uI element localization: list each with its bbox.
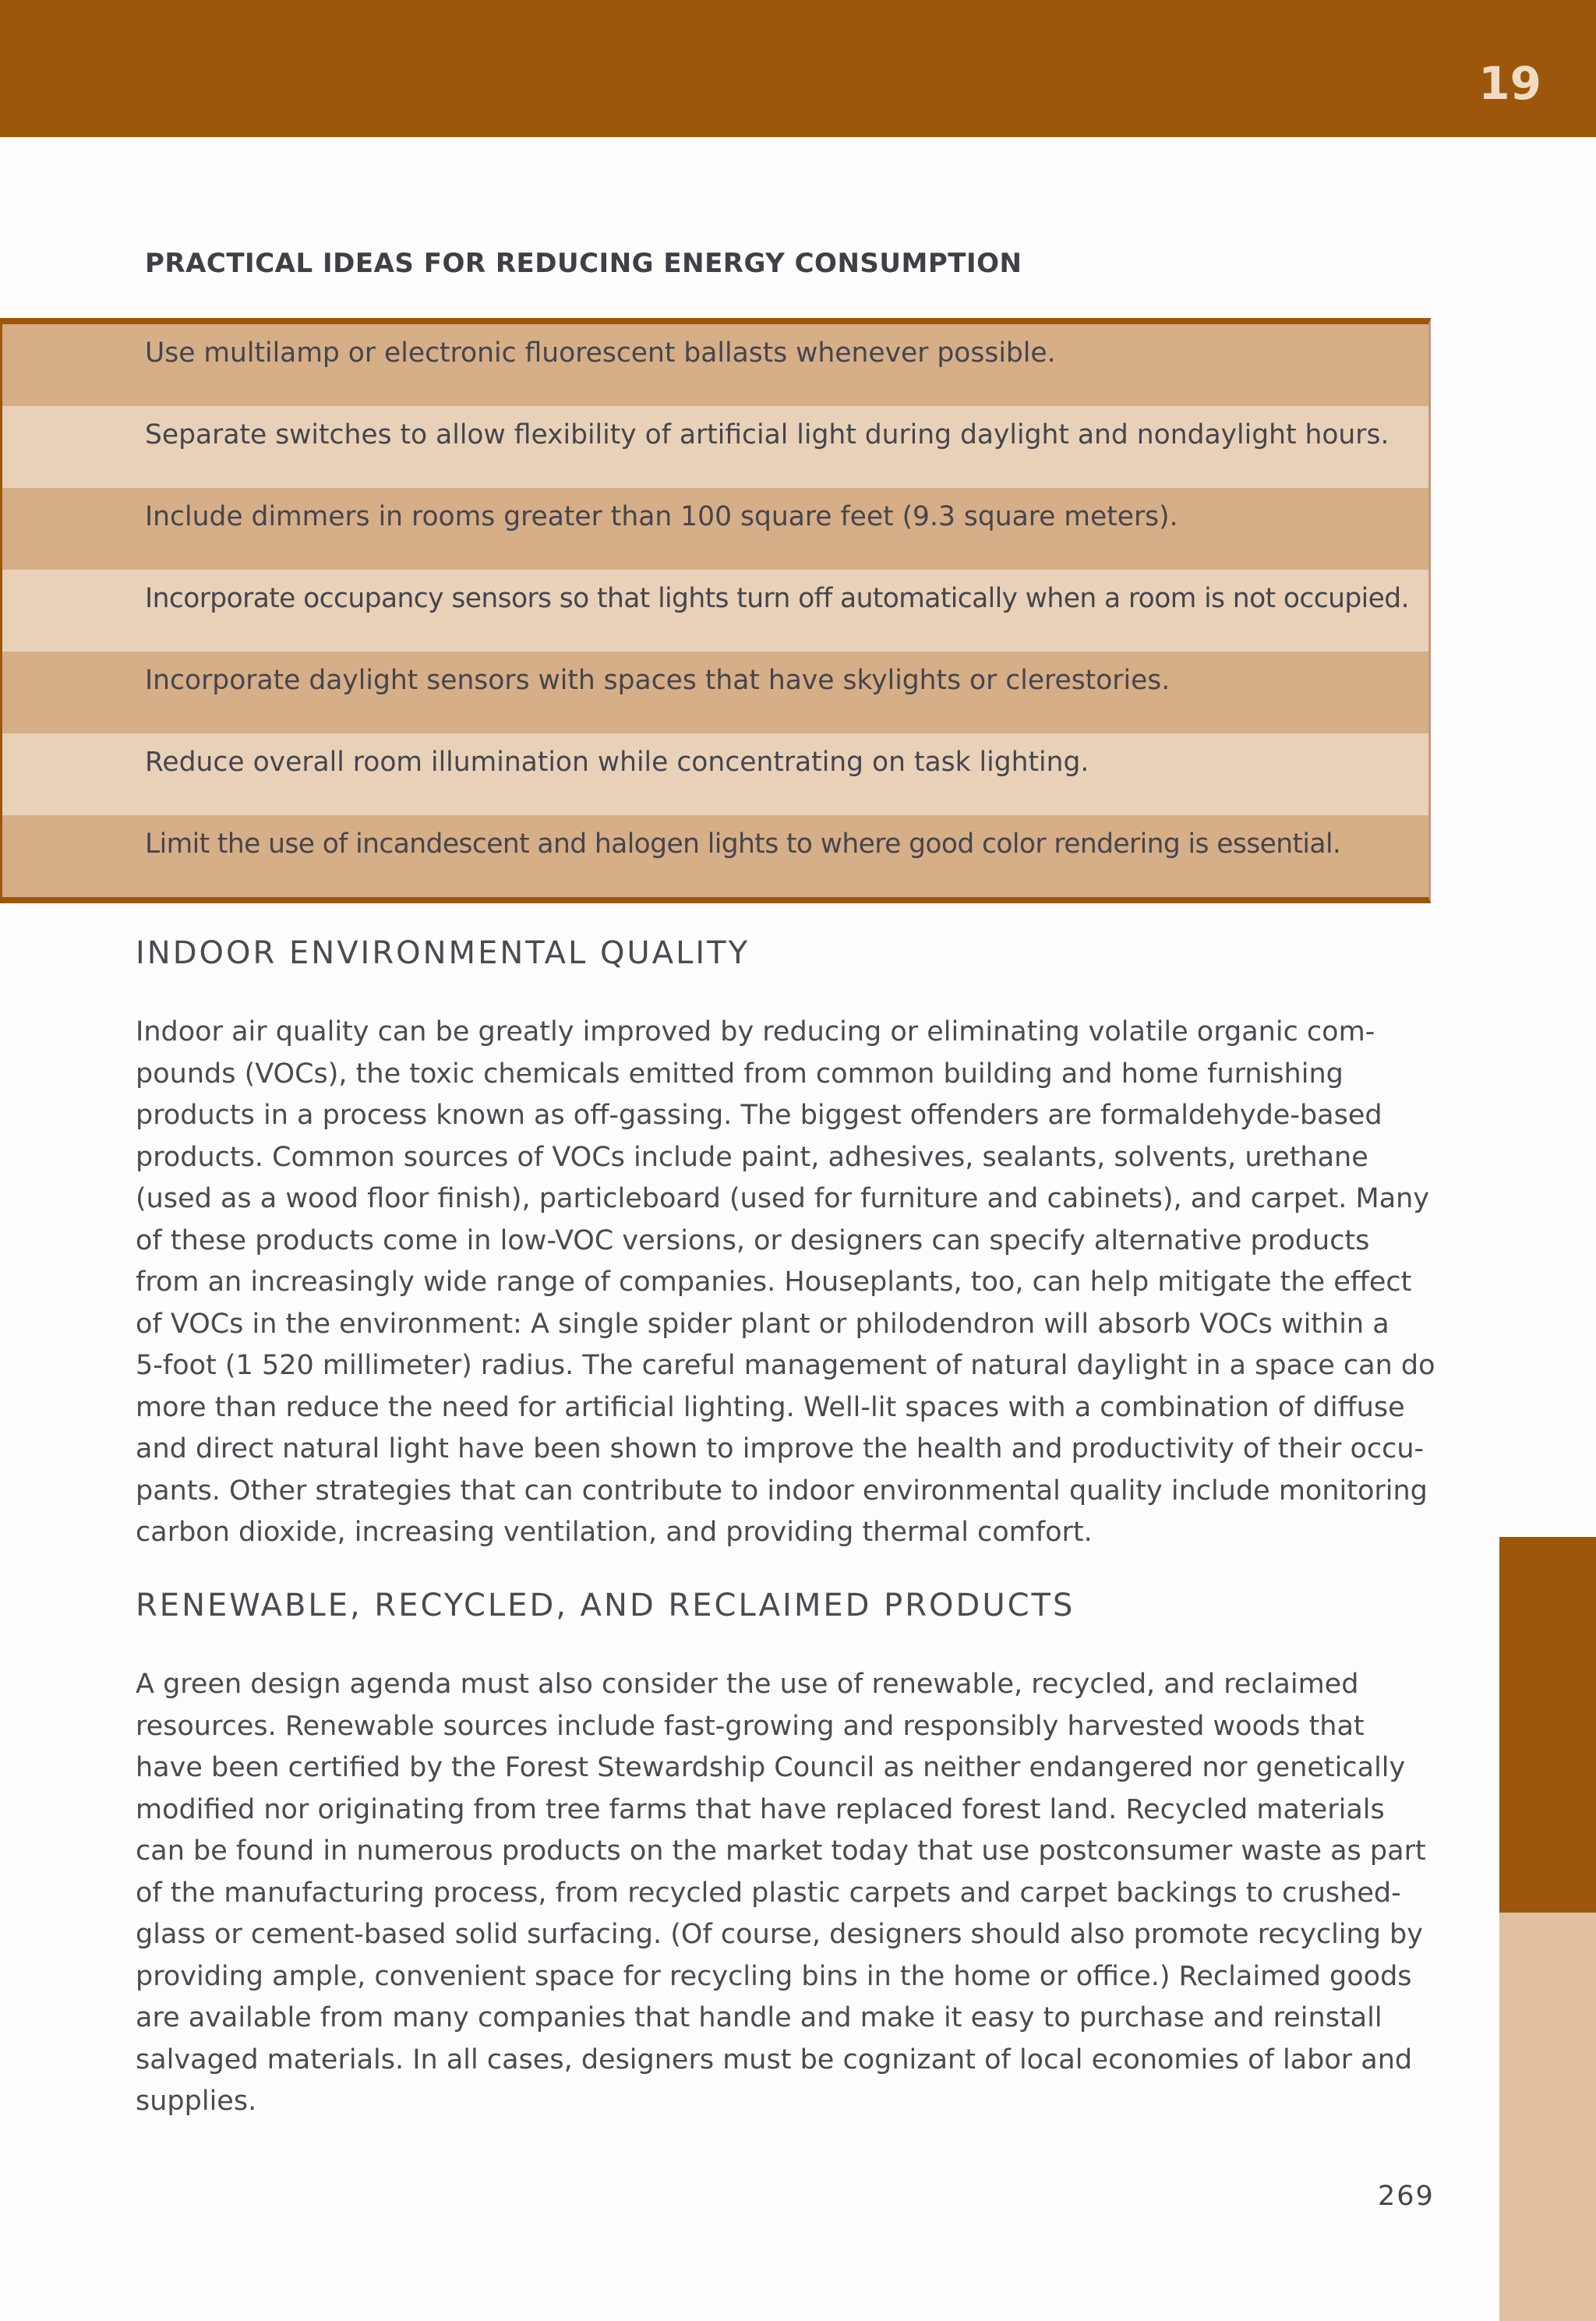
text-line: products in a process known as off-gassing. The biggest offenders are formaldehyde-based: [136, 1100, 1382, 1131]
side-tab-light: [1499, 1913, 1596, 2321]
header-band: [0, 0, 1596, 137]
text-line: of these products come in low-VOC versions, or designers can specify alternative products: [136, 1224, 1370, 1256]
table-cell: Reduce overall room illumination while concentrating on task lighting.: [145, 746, 1089, 778]
text-line: A green design agenda must also consider the use of renewable, recycled, and reclaimed: [136, 1669, 1359, 1700]
text-line: of VOCs in the environment: A single spider plant or philodendron will absorb VOCs within a: [136, 1308, 1389, 1340]
text-line: and direct natural light have been shown to improve the health and productivity of their occu-: [136, 1433, 1425, 1464]
page-number: 269: [1378, 2181, 1435, 2212]
text-line: resources. Renewable sources include fast-growing and responsibly harvested woods that: [136, 1710, 1365, 1742]
text-line: 5-foot (1 520 millimeter) radius. The careful management of natural daylight in a space can do: [136, 1350, 1435, 1381]
table-row: [2, 570, 1428, 652]
side-tab-dark: [1499, 1537, 1596, 1913]
table-cell: Incorporate daylight sensors with spaces that have skylights or clerestories.: [145, 664, 1171, 696]
table-row: [2, 815, 1428, 897]
paragraph-indoor-quality: [136, 1012, 1435, 1554]
chapter-number: 19: [1478, 57, 1541, 110]
section-heading-renewable: RENEWABLE, RECYCLED, AND RECLAIMED PRODUCTS: [136, 1588, 1075, 1623]
table-row: [2, 324, 1428, 406]
text-line: more than reduce the need for artificial lighting. Well-lit spaces with a combination of diffuse: [136, 1391, 1405, 1423]
text-line: are available from many companies that handle and make it easy to purchase and reinstall: [136, 2002, 1382, 2033]
table-title: PRACTICAL IDEAS FOR REDUCING ENERGY CONSUMPTION: [145, 248, 1022, 279]
table-cell: Separate switches to allow flexibility of artificial light during daylight and nondaylight hours.: [145, 419, 1389, 450]
paragraph-renewable: [136, 1664, 1431, 2123]
text-line: glass or cement-based solid surfacing. (Of course, designers should also promote recycling by: [136, 1919, 1423, 1950]
text-line: providing ample, convenient space for recycling bins in the home or office.) Reclaimed goods: [136, 1960, 1412, 1992]
table-cell: Limit the use of incandescent and halogen lights to where good color rendering is essential.: [145, 828, 1341, 860]
text-line: pants. Other strategies that can contribute to indoor environmental quality include monitoring: [136, 1475, 1428, 1507]
table-cell: Incorporate occupancy sensors so that lights turn off automatically when a room is not occupied.: [145, 582, 1409, 614]
text-line: modified nor originating from tree farms that have replaced forest land. Recycled materials: [136, 1793, 1385, 1825]
table-cell: Use multilamp or electronic fluorescent ballasts whenever possible.: [145, 337, 1056, 369]
text-line: Indoor air quality can be greatly improved by reducing or eliminating volatile organic com-: [136, 1016, 1375, 1047]
text-line: of the manufacturing process, from recycled plastic carpets and carpet backings to crushed-: [136, 1877, 1401, 1909]
text-line: from an increasingly wide range of companies. Houseplants, too, can help mitigate the effect: [136, 1266, 1412, 1298]
text-line: supplies.: [136, 2086, 257, 2117]
text-line: carbon dioxide, increasing ventilation, and providing thermal comfort.: [136, 1517, 1093, 1548]
text-line: products. Common sources of VOCs include paint, adhesives, sealants, solvents, urethane: [136, 1141, 1368, 1173]
text-line: salvaged materials. In all cases, designers must be cognizant of local economies of labor and: [136, 2044, 1413, 2075]
table-row: [2, 488, 1428, 570]
text-line: pounds (VOCs), the toxic chemicals emitted from common building and home furnishing: [136, 1058, 1344, 1090]
table-row: [2, 406, 1428, 488]
table-row: [2, 652, 1428, 733]
section-heading-indoor-quality: INDOOR ENVIRONMENTAL QUALITY: [136, 935, 750, 971]
text-line: have been certified by the Forest Stewardship Council as neither endangered nor genetically: [136, 1752, 1406, 1783]
text-line: can be found in numerous products on the market today that use postconsumer waste as part: [136, 1835, 1426, 1867]
table-row: [2, 733, 1428, 815]
tips-table: [0, 318, 1431, 903]
table-cell: Include dimmers in rooms greater than 100 square feet (9.3 square meters).: [145, 500, 1178, 532]
text-line: (used as a wood floor finish), particleboard (used for furniture and cabinets), and carpet. Many: [136, 1183, 1430, 1214]
